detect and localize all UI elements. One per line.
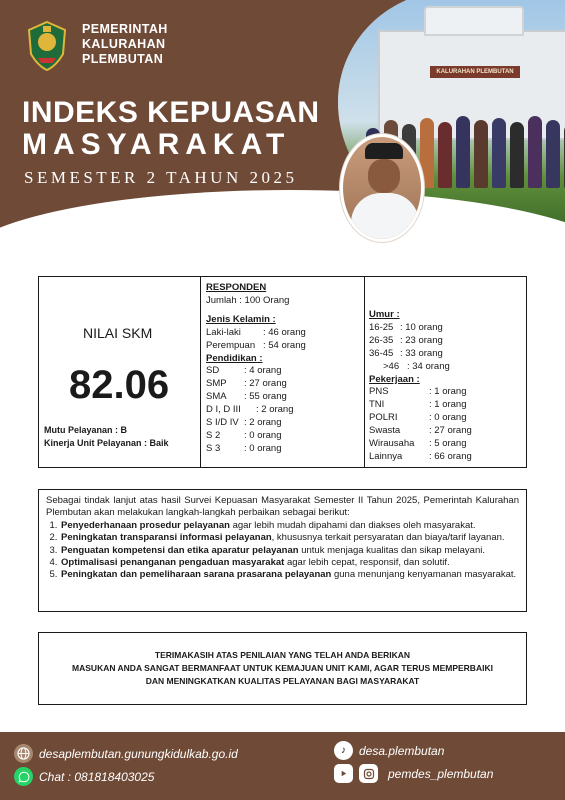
column-divider [364, 277, 365, 467]
action-item: 3. Penguatan kompetensi dan etika aparatur pelayanan untuk menjaga kualitas dan sikap melayani. [60, 545, 519, 557]
page-subtitle: SEMESTER 2 TAHUN 2025 [24, 168, 298, 187]
thanks-line-3: DAN MENINGKATKAN KUALITAS PELAYANAN BAGI MASYARAKAT [145, 676, 420, 686]
education-row: SD : 4 orang [206, 365, 282, 377]
service-quality: Mutu Pelayanan : B [44, 425, 128, 435]
globe-icon [14, 744, 33, 763]
action-item: 4. Optimalisasi penanganan pengaduan masyarakat agar lebih cepat, responsif, dan solutif. [60, 557, 519, 569]
website-link[interactable] [14, 744, 238, 763]
education-row: S 3 : 0 orang [206, 442, 282, 454]
education-row: SMP : 27 orang [206, 378, 287, 390]
social-link[interactable] [334, 764, 493, 783]
age-row: 36-45 : 33 orang [369, 347, 443, 359]
job-row: Wirausaha : 5 orang [369, 438, 467, 450]
website-text: desaplembutan.gunungkidulkab.go.id [39, 746, 238, 761]
education-row: D I, D III : 2 orang [206, 404, 294, 416]
org-line-3: PLEMBUTAN [82, 52, 164, 66]
footer-contacts [0, 732, 565, 800]
skm-summary-box [38, 276, 527, 468]
tiktok-text: desa.plembutan [359, 743, 445, 758]
action-item: 1. Penyederhanaan prosedur pelayanan agar lebih mudah dipahami dan diakses oleh masyarakat. [60, 520, 519, 532]
tiktok-link[interactable] [334, 741, 444, 760]
thanks-line-1: TERIMAKASIH ATAS PENILAIAN YANG TELAH ANDA BERIKAN [154, 650, 411, 660]
skm-value: 82.06 [69, 363, 170, 407]
page-title-line-1: INDEKS KEPUASAN [22, 96, 320, 129]
follow-up-actions-box [38, 489, 527, 612]
regency-logo [26, 20, 68, 72]
age-heading: Umur : [369, 309, 400, 320]
age-job-column [369, 309, 519, 464]
gender-row: Perempuan : 54 orang [206, 339, 306, 351]
age-row: 16-25 : 10 orang [369, 321, 443, 333]
gender-row: Laki-laki : 46 orang [206, 326, 306, 338]
age-row: >46 : 34 orang [383, 360, 450, 372]
education-row: SMA : 55 orang [206, 391, 287, 403]
youtube-icon [334, 764, 353, 783]
official-portrait [340, 134, 424, 242]
job-row: TNI : 1 orang [369, 399, 467, 411]
respondent-heading: RESPONDEN [206, 282, 267, 293]
job-row: Swasta : 27 orang [369, 425, 472, 437]
service-performance: Kinerja Unit Pelayanan : Baik [44, 438, 169, 448]
organization-name [82, 22, 202, 67]
skm-label: NILAI SKM [83, 325, 153, 341]
education-heading: Pendidikan : [206, 352, 263, 364]
age-row: 26-35 : 23 orang [369, 334, 443, 346]
thanks-line-2: MASUKAN ANDA SANGAT BERMANFAAT UNTUK KEMAJUAN UNIT KAMI, AGAR TERUS MEMPERBAIKI [72, 663, 493, 673]
action-item: 2. Peningkatan transparansi informasi pelayanan, khususnya terkait persyaratan dan biaya/tarif layanan. [60, 532, 519, 544]
respondent-total: Jumlah : 100 Orang [206, 294, 290, 306]
action-item: 5. Peningkatan dan pemeliharaan sarana prasarana pelayanan guna menunjang kenyamanan masyarakat. [60, 569, 519, 581]
job-heading: Pekerjaan : [369, 373, 420, 385]
page-title-line-2: MASYARAKAT [22, 128, 291, 161]
instagram-icon [359, 764, 378, 783]
actions-list [60, 520, 519, 582]
gender-heading: Jenis Kelamin : [206, 313, 276, 325]
job-row: POLRI : 0 orang [369, 412, 467, 424]
chat-text: Chat : 081818403025 [39, 769, 155, 784]
actions-intro: Sebagai tindak lanjut atas hasil Survei Kepuasan Masyarakat Semester II Tahun 2025, Pemerintah Kalurahan Plembutan akan melakukan langkah-langkah perbaikan sebagai berikut: [46, 495, 519, 519]
official-cap [365, 143, 403, 159]
official-face [368, 159, 400, 193]
column-divider [200, 277, 201, 467]
tiktok-icon: ♪ [334, 741, 353, 760]
education-row: S I/D IV : 2 orang [206, 417, 282, 429]
chat-link[interactable] [14, 767, 154, 786]
education-row: S 2 : 0 orang [206, 429, 282, 441]
whatsapp-icon [14, 767, 33, 786]
job-row: PNS : 1 orang [369, 386, 467, 398]
thank-you-box [38, 632, 527, 705]
respondent-column [206, 282, 362, 456]
org-line-2: KALURAHAN [82, 37, 166, 51]
official-uniform [351, 193, 419, 242]
social-text: pemdes_plembutan [388, 766, 494, 781]
building-roof [424, 6, 524, 36]
org-line-1: PEMERINTAH [82, 22, 168, 36]
building-sign: KALURAHAN PLEMBUTAN [430, 66, 520, 78]
job-row: Lainnya : 66 orang [369, 450, 472, 462]
header-banner [0, 0, 565, 240]
